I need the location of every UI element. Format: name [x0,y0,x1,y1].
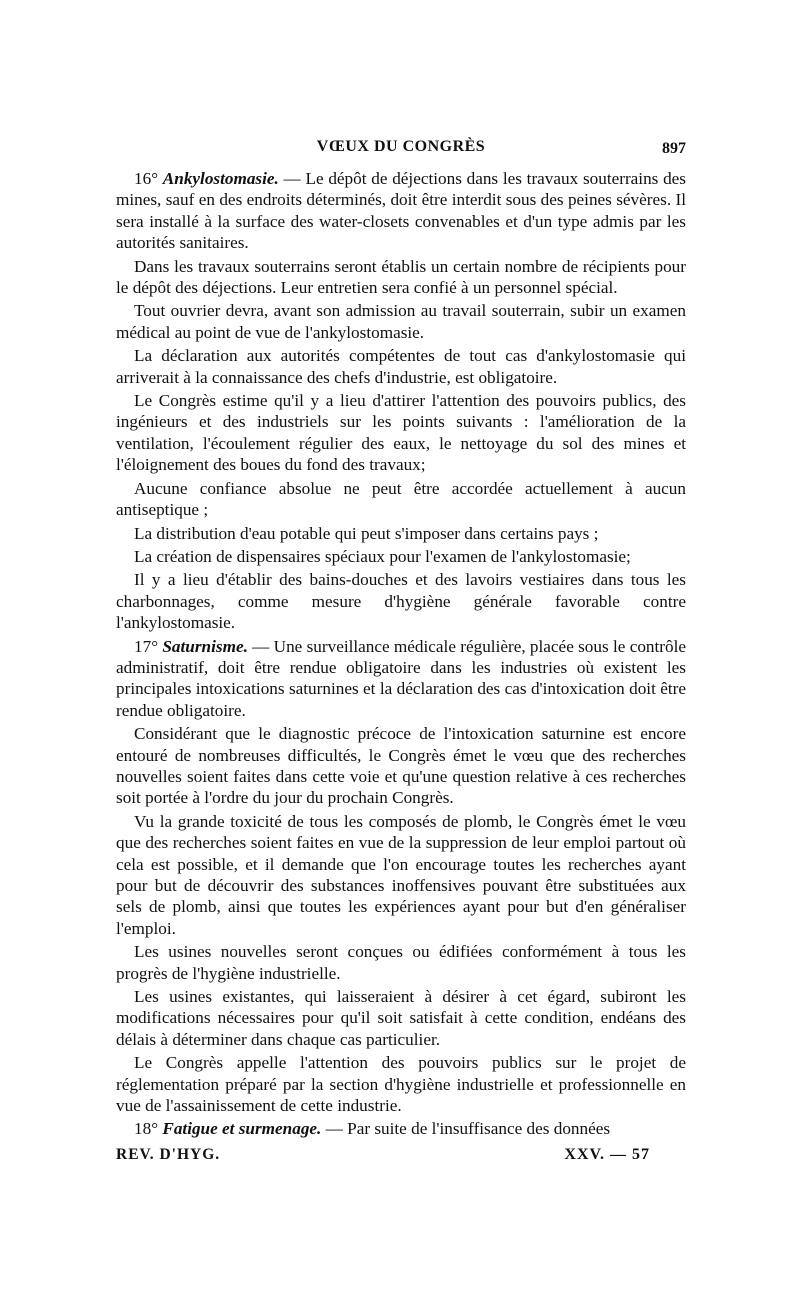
paragraph: Le Congrès appelle l'attention des pouvoirs publics sur le projet de réglementation préparé par la section d'hygiène industrielle et professionnelle en vue de l'assainissement de cette industrie. [116,1053,686,1116]
text-body [116,168,686,1140]
paragraph: Considérant que le diagnostic précoce de l'intoxication saturnine est encore entouré de nombreuses difficultés, le Congrès émet le vœu que des recherches nouvelles soient faites dans cette voie et qu'une question relative à ces recherches soit portée à l'ordre du jour du prochain Congrès. [116,724,686,808]
running-header [116,138,686,164]
paragraph: Le Congrès estime qu'il y a lieu d'attirer l'attention des pouvoirs publics, des ingénieurs et des industriels sur les points suivants : l'amélioration de la ventilation, l'écoulement régulier des eaux, le nettoyage du sol des mines et l'éloignement des boues du fond des travaux; [116,391,686,475]
paragraph: Il y a lieu d'établir des bains-douches et des lavoirs vestiaires dans tous les charbonnages, comme mesure d'hygiène générale favorable contre l'ankylostomasie. [116,570,686,633]
page-footer [116,1146,686,1170]
paragraph: La création de dispensaires spéciaux pour l'examen de l'ankylostomasie; [134,546,631,566]
section-17-number: 17° [134,636,159,656]
paragraph: Tout ouvrier devra, avant son admission au travail souterrain, subir un examen médical au point de vue de l'ankylostomasie. [116,301,686,342]
section-18-number: 18° [134,1119,159,1139]
journal-abbreviation: REV. D'HYG. [116,1145,221,1163]
paragraph: Dans les travaux souterrains seront établis un certain nombre de récipients pour le dépôt des déjections. Leur entretien sera confié à un personnel spécial. [116,256,686,298]
running-title: VŒUX DU CONGRÈS [316,138,486,155]
section-18-lead-text: — Par suite de l'insuffisance des données [321,1119,611,1139]
section-16-heading: Ankylostomasie. [162,169,279,188]
section-17-lead [116,636,686,722]
section-17-lead-text: — Une surveillance médicale régulière, placée sous le contrôle administratif, doit être rendue obligatoire dans les industries où existent les principales intoxications saturnines et la déclaration des cas d'intoxication doit être rendue obligatoire. [116,636,687,720]
document-page [116,138,686,1170]
paragraph: La déclaration aux autorités compétentes de tout cas d'ankylostomasie qui arriverait à la connaissance des chefs d'industrie, est obligatoire. [116,346,686,387]
paragraph: Les usines nouvelles seront conçues ou édifiées conformément à tous les progrès de l'hygiène industrielle. [116,942,686,983]
paragraph: Aucune confiance absolue ne peut être accordée actuellement à aucun antiseptique ; [116,478,686,520]
page-number: 897 [662,140,686,157]
paragraph: La distribution d'eau potable qui peut s'imposer dans certains pays ; [134,523,599,543]
paragraph: Les usines existantes, qui laisseraient à désirer à cet égard, subiront les modifications nécessaires pour qu'il soit satisfait à cette condition, endéans des délais à déterminer dans chaque cas particulier. [116,987,686,1049]
section-17-heading: Saturnisme. [162,636,248,656]
signature-mark: XXV. — 57 [564,1145,650,1163]
section-18-heading: Fatigue et surmenage. [162,1119,322,1139]
section-18-lead [116,1118,686,1139]
section-16-number: 16° [134,169,159,188]
section-16-lead-text: — Le dépôt de déjections dans les travaux souterrains des mines, sauf en des endroits déterminés, doit être interdit sous des peines sévères. Il sera installé à la surface des water-closets convenables et d'un type admis par les autorités sanitaires. [116,169,686,253]
paragraph: Vu la grande toxicité de tous les composés de plomb, le Congrès émet le vœu que des recherches soient faites en vue de la suppression de leur emploi partout où cela est possible, et il demande que l'on encourage toutes les recherches ayant pour but de découvrir des substances inoffensives pouvant être substituées aux sels de plomb, ainsi que toutes les expériences ayant pour but d'en généraliser l'emploi. [116,811,686,938]
section-16-lead [116,168,686,254]
